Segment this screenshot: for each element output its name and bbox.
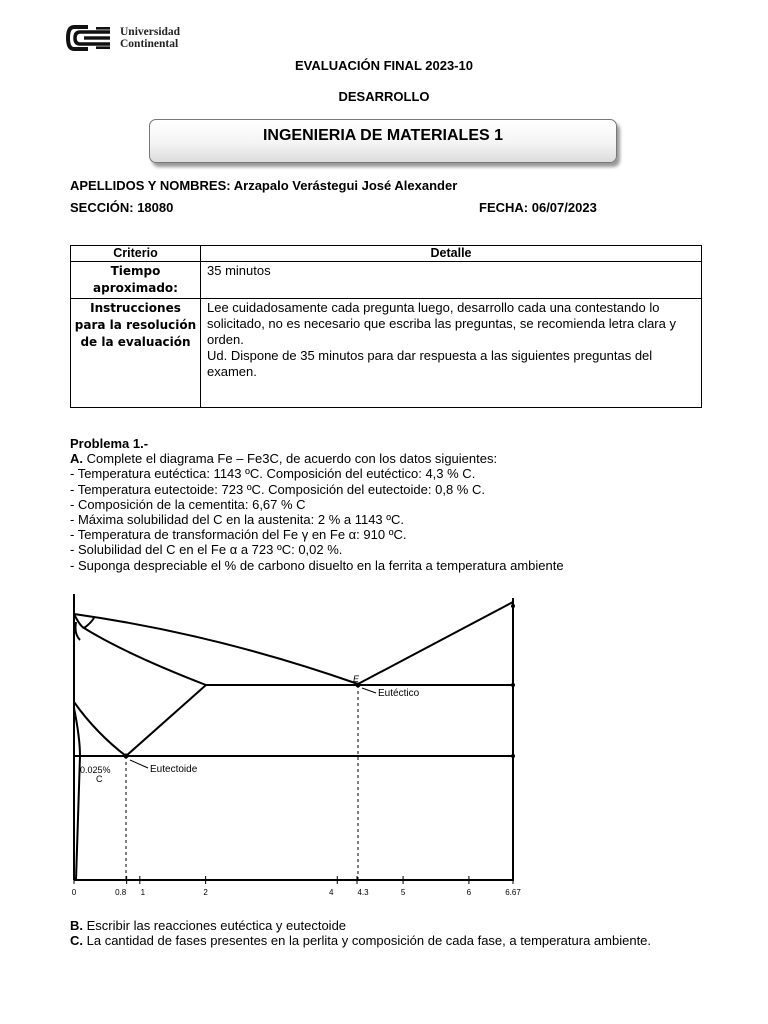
- part-a: A. Complete el diagrama Fe – Fe3C, de acuerdo con los datos siguientes:: [70, 451, 498, 467]
- section-row: [70, 200, 173, 215]
- eutectic-label: Eutéctico: [378, 688, 420, 699]
- data-line: - Suponga despreciable el % de carbono disuelto en la ferrita a temperatura ambiente: [70, 557, 564, 573]
- ferrite-solubility-unit: C: [96, 774, 103, 784]
- criterio-cell: Tiempo aproximado:: [71, 262, 201, 299]
- fe-fe3c-phase-diagram: [66, 588, 526, 900]
- detalle-cell: 35 minutos: [201, 262, 702, 299]
- x-tick-label: 6.67: [505, 888, 521, 897]
- eutectic-end-point: [511, 683, 515, 687]
- x-tick-label: 6: [466, 888, 472, 897]
- liquidus-end-point: [511, 604, 515, 608]
- solidus-line: [84, 628, 206, 685]
- name-value: Arzapalo Verástegui José Alexander: [233, 178, 458, 193]
- table-row: [71, 262, 702, 299]
- x-tick-label: 2: [203, 888, 208, 897]
- liquidus-left: [74, 614, 358, 684]
- section-label: SECCIÓN:: [70, 200, 134, 215]
- column-header-detalle: Detalle: [201, 246, 702, 262]
- eutectoid-label: Eutectoide: [150, 764, 198, 775]
- date-row: [479, 200, 597, 215]
- criteria-table: [70, 245, 702, 408]
- column-header-criterio: Criterio: [71, 246, 201, 262]
- exam-type: DESARROLLO: [338, 89, 430, 104]
- table-header-row: [71, 246, 702, 262]
- name-label: APELLIDOS Y NOMBRES:: [70, 178, 231, 193]
- student-name-row: [70, 178, 457, 193]
- exam-title: EVALUACIÓN FINAL 2023-10: [295, 58, 473, 73]
- x-tick-label: 4.3: [357, 888, 369, 897]
- data-line: - Solubilidad del C en el Fe α a 723 ºC: 0,02 %.: [70, 542, 343, 558]
- ferrite-solubility-label: 0.025%: [80, 765, 111, 775]
- university-logo-text: Universidad Continental: [120, 26, 181, 50]
- x-tick-label: 0.8: [115, 888, 127, 897]
- liquidus-right: [358, 602, 513, 684]
- x-tick-label: 1: [140, 888, 146, 897]
- university-logo-icon: [66, 24, 112, 52]
- questions-b-c: [70, 918, 710, 948]
- acm-line: [126, 685, 206, 756]
- a3-line: [74, 702, 126, 756]
- part-c: C. La cantidad de fases presentes en la perlita y composición de cada fase, a temperatura ambiente.: [70, 933, 652, 949]
- table-row: [71, 299, 702, 408]
- section-value: 18080: [137, 200, 174, 215]
- eutectic-point-label: E: [353, 674, 360, 684]
- data-line: - Composición de la cementita: 6,67 % C: [70, 496, 306, 512]
- date-label: FECHA:: [479, 200, 529, 215]
- data-line: - Temperatura de transformación del Fe γ en Fe α: 910 ºC.: [70, 527, 407, 543]
- detalle-cell: Lee cuidadosamente cada pregunta luego, desarrollo cada una contestando lo solicitado, no es necesario que escriba las preguntas, se recomienda letra clara y orden. Ud. Dispone de 35 minutos para dar respuesta a las siguientes preguntas del examen.: [201, 299, 702, 408]
- criterio-cell: Instrucciones para la resolución de la evaluación: [71, 299, 201, 408]
- date-value: 06/07/2023: [531, 200, 597, 215]
- problem-title: Problema 1.-: [70, 436, 149, 451]
- data-line: - Temperatura eutéctica: 1143 ºC. Composición del eutéctico: 4,3 % C.: [70, 466, 476, 482]
- data-line: - Temperatura eutectoide: 723 ºC. Composición del eutectoide: 0,8 % C.: [70, 481, 485, 497]
- eutectoid-end-point: [511, 754, 515, 758]
- x-tick-label: 0: [71, 888, 77, 897]
- problem-section: [70, 436, 710, 573]
- data-line: - Máxima solubilidad del C en la austenita: 2 % a 1143 ºC.: [70, 512, 405, 528]
- x-tick-label: 4: [329, 888, 334, 897]
- part-b: B. Escribir las reacciones eutéctica y eutectoide: [70, 918, 347, 933]
- course-title: INGENIERIA DE MATERIALES 1: [149, 119, 617, 163]
- x-tick-label: 5: [400, 888, 406, 897]
- eutectoid-point: [124, 754, 129, 759]
